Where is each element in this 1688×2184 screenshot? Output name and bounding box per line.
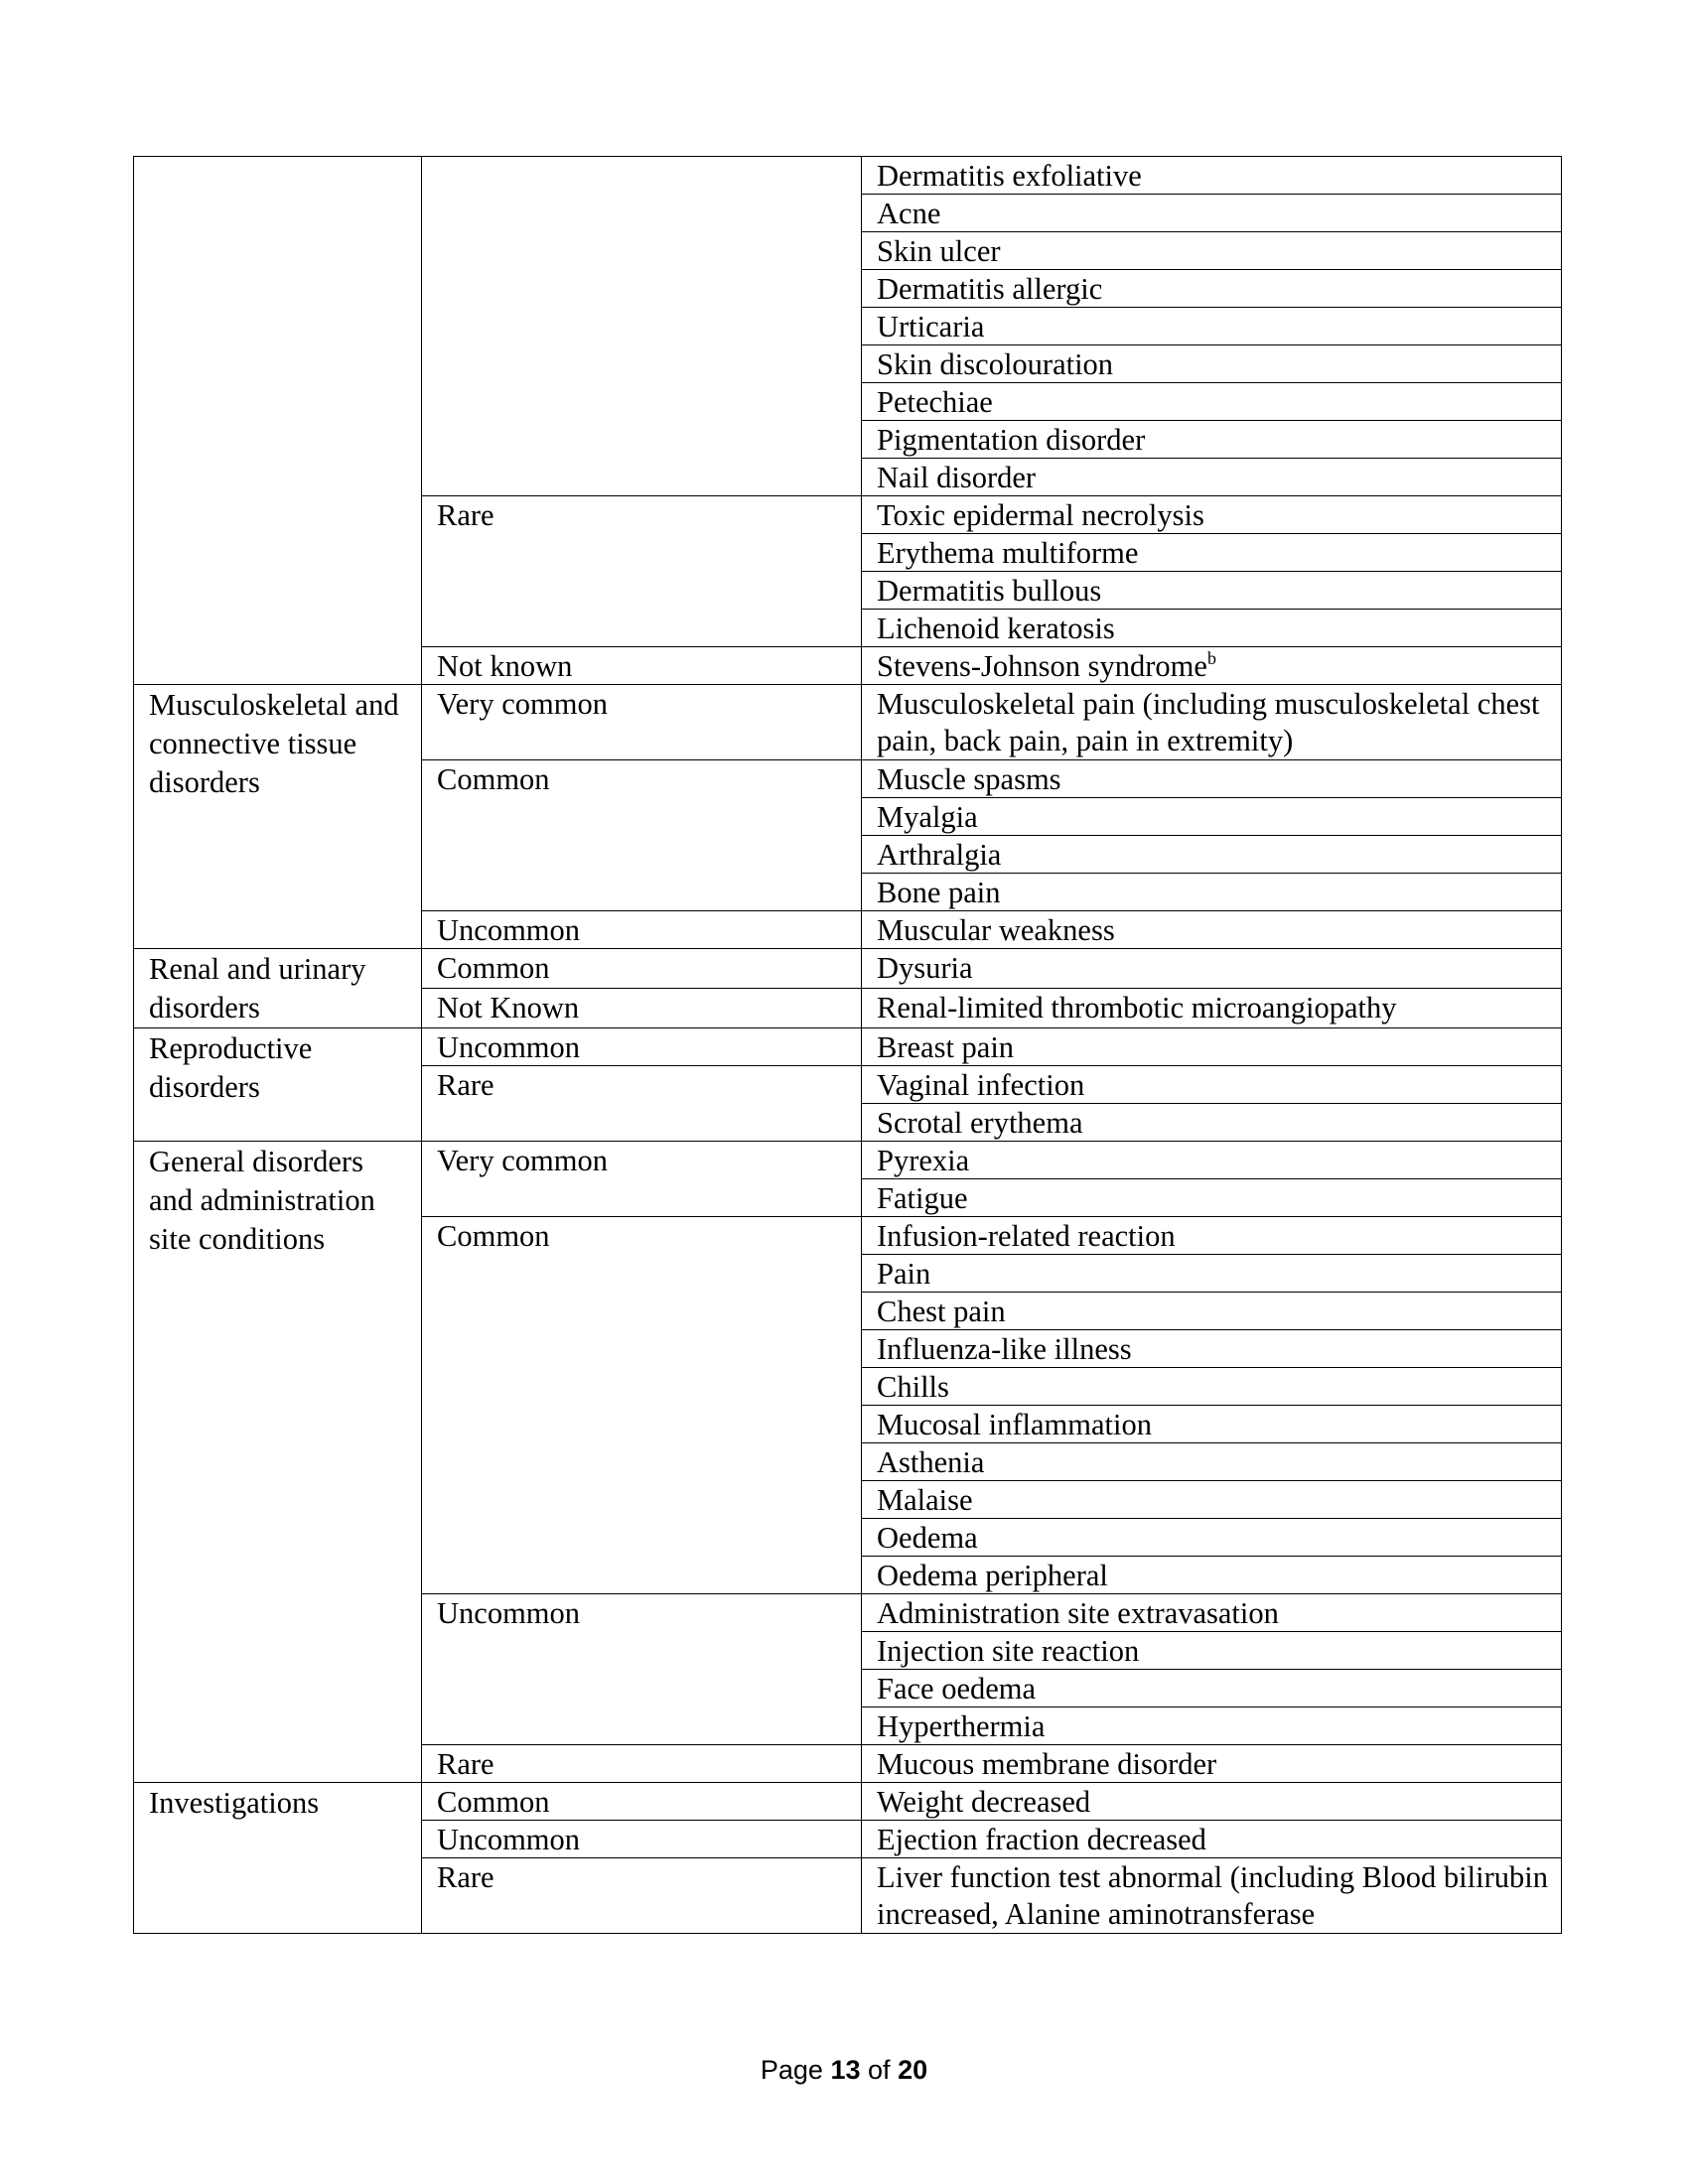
reaction-text: Liver function test abnormal (including Blood bilirubin increased, Alanine aminotransferase bbox=[877, 1860, 1548, 1931]
reaction-cell: Petechiae bbox=[862, 383, 1562, 421]
reaction-cell: Muscular weakness bbox=[862, 911, 1562, 949]
reaction-cell: Muscle spasms bbox=[862, 760, 1562, 798]
reaction-cell: Chills bbox=[862, 1368, 1562, 1406]
soc-cell: Renal and urinary disorders bbox=[134, 949, 422, 1028]
reaction-cell: Administration site extravasation bbox=[862, 1594, 1562, 1632]
reaction-cell: Urticaria bbox=[862, 308, 1562, 345]
reaction-cell: Dermatitis bullous bbox=[862, 572, 1562, 610]
frequency-cell: Uncommon bbox=[422, 1594, 862, 1745]
reaction-cell: Hyperthermia bbox=[862, 1707, 1562, 1745]
frequency-cell: Rare bbox=[422, 1858, 862, 1934]
page-label: Page bbox=[760, 2055, 823, 2085]
page-footer bbox=[0, 2055, 1688, 2086]
reaction-cell: Mucous membrane disorder bbox=[862, 1745, 1562, 1783]
table-row bbox=[134, 685, 1562, 760]
frequency-cell: Not known bbox=[422, 647, 862, 685]
page-total-number: 20 bbox=[898, 2055, 928, 2085]
reaction-cell: Influenza-like illness bbox=[862, 1330, 1562, 1368]
frequency-cell: Common bbox=[422, 760, 862, 911]
reaction-cell: Vaginal infection bbox=[862, 1066, 1562, 1104]
reaction-text: Stevens-Johnson syndrome bbox=[877, 649, 1207, 683]
reaction-cell: Dermatitis allergic bbox=[862, 270, 1562, 308]
table-row bbox=[134, 1783, 1562, 1821]
reaction-cell: Ejection fraction decreased bbox=[862, 1821, 1562, 1858]
reaction-cell: Skin ulcer bbox=[862, 232, 1562, 270]
frequency-cell: Rare bbox=[422, 1066, 862, 1142]
frequency-cell: Very common bbox=[422, 685, 862, 760]
frequency-cell: Very common bbox=[422, 1142, 862, 1217]
adverse-reactions-table bbox=[133, 156, 1562, 1934]
soc-cell bbox=[134, 157, 422, 685]
frequency-cell: Uncommon bbox=[422, 911, 862, 949]
reaction-cell: Oedema peripheral bbox=[862, 1557, 1562, 1594]
table-row bbox=[134, 157, 1562, 195]
reaction-cell: Nail disorder bbox=[862, 459, 1562, 496]
reaction-cell bbox=[862, 647, 1562, 685]
reaction-cell: Pyrexia bbox=[862, 1142, 1562, 1179]
reaction-cell: Scrotal erythema bbox=[862, 1104, 1562, 1142]
frequency-cell: Uncommon bbox=[422, 1028, 862, 1066]
reaction-cell: Acne bbox=[862, 195, 1562, 232]
reaction-cell: Dysuria bbox=[862, 949, 1562, 989]
reaction-cell: Renal-limited thrombotic microangiopathy bbox=[862, 989, 1562, 1028]
reaction-cell: Lichenoid keratosis bbox=[862, 610, 1562, 647]
reaction-cell: Dermatitis exfoliative bbox=[862, 157, 1562, 195]
reaction-cell bbox=[862, 685, 1562, 760]
reaction-cell: Erythema multiforme bbox=[862, 534, 1562, 572]
reaction-cell: Mucosal inflammation bbox=[862, 1406, 1562, 1443]
reaction-cell: Pigmentation disorder bbox=[862, 421, 1562, 459]
reaction-cell: Asthenia bbox=[862, 1443, 1562, 1481]
reaction-cell: Pain bbox=[862, 1255, 1562, 1293]
soc-cell: Musculoskeletal and connective tissue disorders bbox=[134, 685, 422, 949]
table-row bbox=[134, 1028, 1562, 1066]
table-row bbox=[134, 1142, 1562, 1179]
reaction-cell: Chest pain bbox=[862, 1293, 1562, 1330]
reaction-text: Musculoskeletal pain (including musculoskeletal chest pain, back pain, pain in extremity) bbox=[877, 687, 1540, 757]
reaction-cell bbox=[862, 1858, 1562, 1934]
reaction-cell: Injection site reaction bbox=[862, 1632, 1562, 1670]
frequency-cell: Common bbox=[422, 1217, 862, 1594]
footnote-marker: b bbox=[1206, 648, 1216, 668]
reaction-cell: Fatigue bbox=[862, 1179, 1562, 1217]
frequency-cell: Uncommon bbox=[422, 1821, 862, 1858]
reaction-cell: Oedema bbox=[862, 1519, 1562, 1557]
page-current-number: 13 bbox=[830, 2055, 861, 2085]
reaction-cell: Toxic epidermal necrolysis bbox=[862, 496, 1562, 534]
reaction-cell: Malaise bbox=[862, 1481, 1562, 1519]
reaction-cell: Infusion-related reaction bbox=[862, 1217, 1562, 1255]
frequency-cell: Common bbox=[422, 1783, 862, 1821]
table-body bbox=[134, 157, 1562, 1934]
soc-cell: General disorders and administration site conditions bbox=[134, 1142, 422, 1783]
reaction-cell: Weight decreased bbox=[862, 1783, 1562, 1821]
reaction-cell: Skin discolouration bbox=[862, 345, 1562, 383]
reaction-cell: Bone pain bbox=[862, 874, 1562, 911]
reaction-cell: Myalgia bbox=[862, 798, 1562, 836]
soc-cell: Investigations bbox=[134, 1783, 422, 1934]
reaction-cell: Breast pain bbox=[862, 1028, 1562, 1066]
reaction-cell: Arthralgia bbox=[862, 836, 1562, 874]
reaction-cell: Face oedema bbox=[862, 1670, 1562, 1707]
frequency-cell bbox=[422, 157, 862, 496]
frequency-cell: Rare bbox=[422, 1745, 862, 1783]
frequency-cell: Rare bbox=[422, 496, 862, 647]
table-row bbox=[134, 949, 1562, 989]
page-of-label: of bbox=[868, 2055, 891, 2085]
frequency-cell: Not Known bbox=[422, 989, 862, 1028]
frequency-cell: Common bbox=[422, 949, 862, 989]
soc-cell: Reproductive disorders bbox=[134, 1028, 422, 1142]
